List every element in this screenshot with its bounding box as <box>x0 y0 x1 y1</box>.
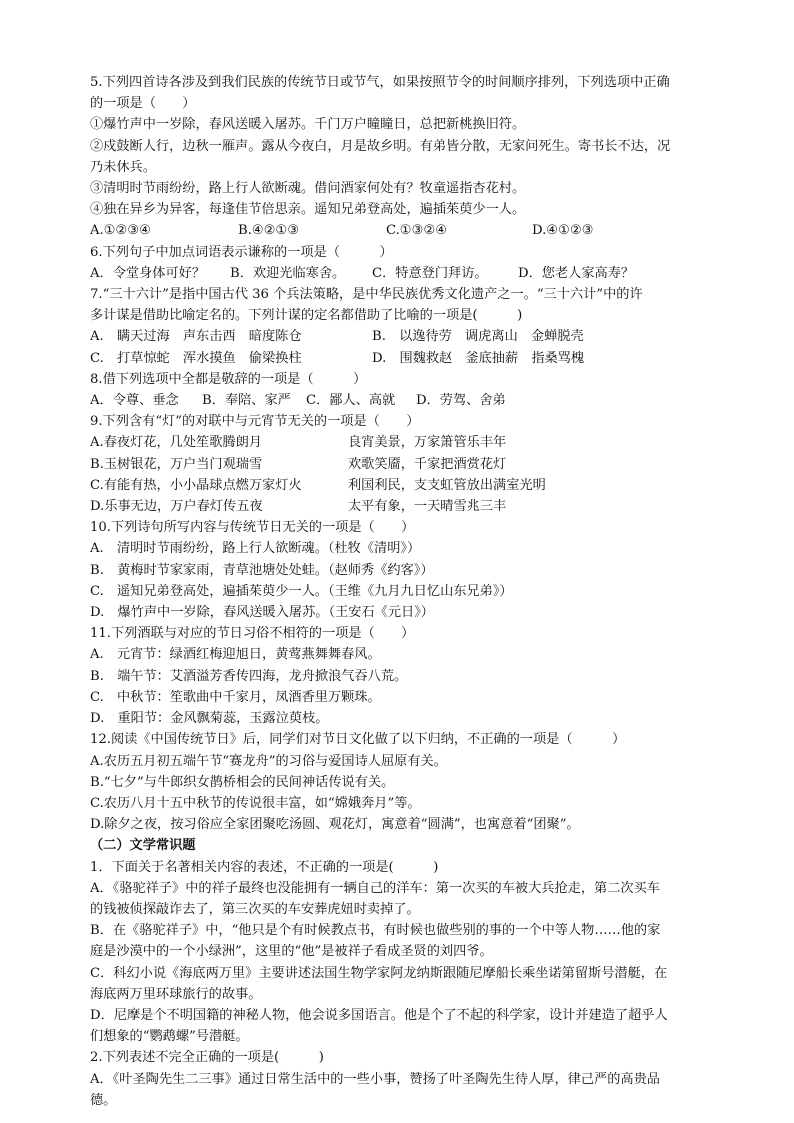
option-c: C．鄙人、高就 <box>306 393 396 409</box>
poem-line: ④独在异乡为异客，每逢佳节倍思亲。遥知兄弟登高处，遍插茱萸少一人。 <box>90 202 526 218</box>
question-stem: 多计谋是借助比喻定名的。下列计谋的定名都借助了比喻的一项是( ) <box>90 308 523 324</box>
couplet-upper: A.春夜灯花，几处笙歌腾朗月 <box>90 435 262 451</box>
option-a-cont: 德。 <box>90 1092 117 1108</box>
answer-options <box>90 390 714 411</box>
question-7 <box>90 284 714 369</box>
answer-options <box>90 326 714 347</box>
option-b: B．欢迎光临寒舍。 <box>230 265 346 281</box>
option-a: A.①②③④ <box>90 223 152 239</box>
option-c: C.①③②④ <box>386 223 448 239</box>
option-d: D．尼摩是个不明国籍的神秘人物，他会说多国语言。他是个了不起的科学家，设计并建造了超乎人 <box>90 1007 668 1023</box>
option-c: C. 打草惊蛇 浑水摸鱼 偷梁换柱 <box>90 350 302 366</box>
question-8 <box>90 369 714 411</box>
question-10 <box>90 517 714 623</box>
section-heading: （二）文学常识题 <box>90 838 196 854</box>
option-b: B. 黄梅时节家家雨，青草池塘处处蛙。（赵师秀《约客》） <box>90 562 434 578</box>
poem-line: ③清明时节雨纷纷，路上行人欲断魂。借问酒家何处有？牧童遥指杏花村。 <box>90 181 526 197</box>
question-stem: 7.“三十六计”是指中国古代 36 个兵法策略，是中华民族优秀文化遗产之一。“三十六计”中的许 <box>90 287 643 303</box>
option-b: B．在《骆驼祥子》中，“他只是个有时候教点书，有时候也做些别的事的一个中等人物……他的家 <box>90 923 661 939</box>
option-b: B.“七夕”与牛郎织女鹊桥相会的民间神话传说有关。 <box>90 774 395 790</box>
option-a: A. 瞒天过海 声东击西 暗度陈仓 <box>90 329 302 345</box>
option-d: D.除夕之夜，按习俗应全家团聚吃汤圆、观花灯，寓意着“圆满”，也寓意着“团聚”。 <box>90 817 580 833</box>
option-c: C.农历八月十五中秋节的传说很丰富，如“嫦娥奔月”等。 <box>90 795 421 811</box>
option-d: D. 爆竹声中一岁除，春风送暖入屠苏。（王安石《元日》） <box>90 605 434 621</box>
option-d: D. 重阳节：金风飘菊蕊，玉露泣萸枝。 <box>90 711 329 727</box>
question-11 <box>90 623 714 729</box>
question-6 <box>90 242 714 284</box>
couplet-lower: 太平有象，一天晴雪兆三丰 <box>348 499 507 515</box>
option-d: D.④①②③ <box>532 223 594 239</box>
question-stem: 5.下列四首诗各涉及到我们民族的传统节日或节气，如果按照节令的时间顺序排列，下列选项中正确 <box>90 75 670 90</box>
option-a: A. 清明时节雨纷纷，路上行人欲断魂。（杜牧《清明》） <box>90 541 421 557</box>
answer-options <box>90 220 714 241</box>
couplet-upper: C.有能有热，小小晶球点燃万家灯火 <box>90 477 302 493</box>
couplet-row <box>90 496 714 517</box>
option-c-cont: 海底两万里环球旅行的故事。 <box>90 986 262 1002</box>
literature-question-1 <box>90 857 714 1048</box>
question-stem: 的一项是（ ） <box>90 96 196 112</box>
poem-line: ②戍鼓断人行，边秋一雁声。露从今夜白，月是故乡明。有弟皆分散，无家问死生。寄书长不达，况 <box>90 138 671 154</box>
literature-question-2 <box>90 1047 714 1111</box>
question-5 <box>90 72 714 242</box>
option-b: B. 以逸待劳 调虎离山 金蝉脱壳 <box>372 329 584 345</box>
option-c: C. 中秋节：笙歌曲中千家月，凤酒香里万颗珠。 <box>90 689 381 705</box>
option-a: A. 元宵节：绿酒红梅迎旭日，黄莺燕舞舞春风。 <box>90 647 381 663</box>
couplet-row <box>90 454 714 475</box>
option-c: C. 遥知兄弟登高处，遍插茱萸少一人。（王维《九月九日忆山东兄弟》） <box>90 583 513 599</box>
option-c: C．特意登门拜访。 <box>372 265 488 281</box>
question-stem: 2.下列表述不完全正确的一项是( ) <box>90 1050 324 1066</box>
couplet-row <box>90 432 714 453</box>
option-a-cont: 的钱被侦探敲诈去了，第三次买的车安葬虎妞时卖掉了。 <box>90 901 420 917</box>
couplet-upper: B.玉树银花，万户当门观瑞雪 <box>90 456 263 472</box>
option-a: A．《叶圣陶先生二三事》通过日常生活中的一些小事，赞扬了叶圣陶先生待人厚，律己严的高贵品 <box>90 1071 660 1087</box>
option-d: D. 围魏救赵 釜底抽薪 指桑骂槐 <box>372 350 585 366</box>
question-stem: 9.下列含有“灯”的对联中与元宵节无关的一项是（ ） <box>90 414 420 430</box>
option-a: A．令堂身体可好？ <box>90 265 206 281</box>
question-stem: 8.借下列选项中全都是敬辞的一项是（ ） <box>90 371 367 387</box>
poem-line: 乃未休兵。 <box>90 159 156 175</box>
poem-line: ①爆竹声中一岁除，春风送暖入屠苏。千门万户瞳瞳日，总把新桃换旧符。 <box>90 117 526 133</box>
question-stem: 6.下列句子中加点词语表示谦称的一项是（ ） <box>90 244 393 260</box>
question-12 <box>90 729 714 835</box>
option-d: D．劳驾、舍弟 <box>416 393 506 409</box>
question-stem: 11.下列酒联与对应的节日习俗不相符的一项是（ ） <box>90 626 415 642</box>
answer-options <box>90 348 714 369</box>
option-b: B.④②①③ <box>238 223 300 239</box>
couplet-lower: 利国利民，支支虹管放出满室光明 <box>348 477 546 493</box>
option-b-cont: 庭是沙漠中的一个小绿洲”，这里的“他”是被祥子看成圣贤的刘四爷。 <box>90 944 493 960</box>
option-b: B. 端午节：艾酒溢芳香传四海，龙舟掀浪气吞八荒。 <box>90 668 408 684</box>
question-stem: 12.阅读《中国传统节日》后，同学们对节日文化做了以下归纳，不正确的一项是（ ） <box>90 732 626 748</box>
couplet-lower: 欢歌笑靥，千家把酒赏花灯 <box>348 456 507 472</box>
couplet-row <box>90 475 714 496</box>
option-a: A．令尊、垂念 <box>90 393 179 409</box>
couplet-upper: D.乐事无边，万户春灯传五夜 <box>90 499 263 515</box>
question-stem: 10.下列诗句所写内容与传统节日无关的一项是（ ） <box>90 520 415 536</box>
option-a: A.农历五月初五端午节“赛龙舟”的习俗与爱国诗人屈原有关。 <box>90 753 447 769</box>
option-a: A．《骆驼祥子》中的祥子最终也没能拥有一辆自己的洋车：第一次买的车被大兵抢走，第二次买车 <box>90 880 660 896</box>
option-b: B．奉陪、家严 <box>202 393 291 409</box>
option-d: D．您老人家高寿？ <box>518 265 635 281</box>
option-c: C．科幻小说《海底两万里》主要讲述法国生物学家阿龙纳斯跟随尼摩船长乘坐诺第留斯号潜艇，在 <box>90 965 668 981</box>
question-stem: 1．下面关于名著相关内容的表述，不正确的一项是( ) <box>90 859 439 875</box>
question-9 <box>90 411 714 517</box>
option-d-cont: 们想象的“鹦鹉螺”号潜艇。 <box>90 1029 249 1045</box>
couplet-lower: 良宵美景，万家箫管乐丰年 <box>348 435 507 451</box>
answer-options <box>90 263 714 284</box>
